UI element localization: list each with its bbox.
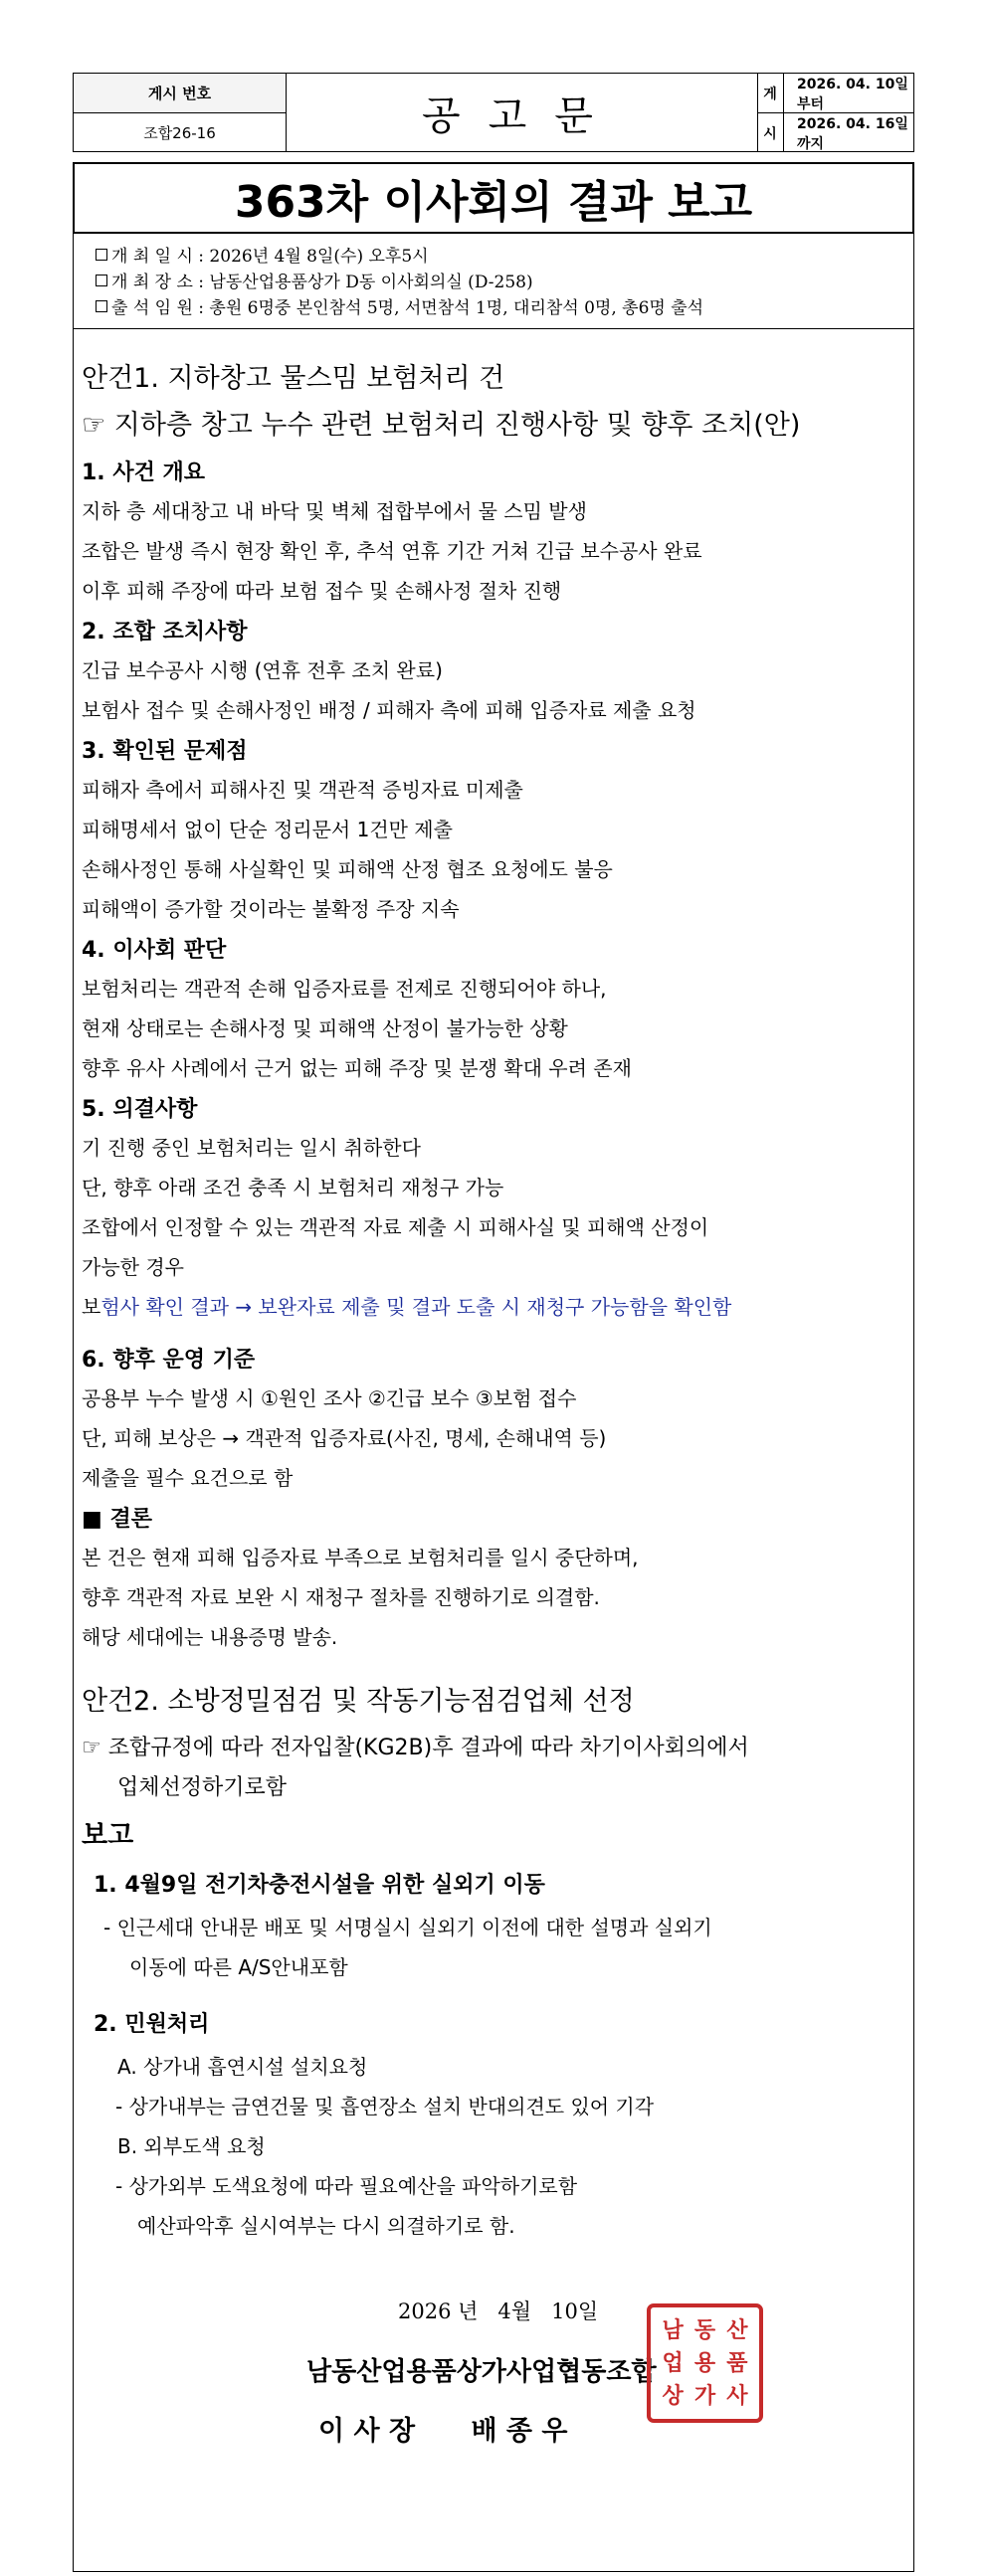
meeting-date: 개 최 일 시 : 2026년 4월 8일(수) 오후5시	[111, 247, 429, 267]
period-label: 시	[763, 125, 777, 142]
seal-glyph: 가	[693, 2383, 716, 2410]
agenda1-section3-line: 피해자 측에서 피해사진 및 객관적 증빙자료 미제출	[82, 778, 523, 802]
note-text: 험사 확인 결과 → 보완자료 제출 및 결과 도출 시 재청구 가능함을 확인함	[100, 1295, 732, 1319]
report1-line: 이동에 따른 A/S안내포함	[129, 1955, 348, 1979]
footer-organization: 남동산업용품상가사업협동조합	[306, 2357, 657, 2387]
agenda1-section3-line: 손해사정인 통해 사실확인 및 피해액 산정 협조 요청에도 불응	[82, 857, 613, 881]
agenda1-section5-title: 5. 의결사항	[82, 1097, 198, 1122]
checkbox-bullet-icon	[96, 300, 107, 312]
posting-label-cell	[757, 74, 784, 151]
agenda1-section2-line: 긴급 보수공사 시행 (연휴 전후 조치 완료)	[82, 658, 443, 682]
agenda2-heading: 안건2. 소방정밀점검 및 작동기능점검업체 선정	[82, 1686, 635, 1717]
report2-item-b-detail: - 상가외부 도색요청에 따라 필요예산을 파악하기로함	[115, 2174, 578, 2198]
agenda1-section5-line: 기 진행 중인 보험처리는 일시 취하한다	[82, 1136, 421, 1160]
footer-chairman: 이 사 장 배 종 우	[318, 2416, 568, 2447]
report2-item-b-detail: 예산파악후 실시여부는 다시 의결하기로 함.	[137, 2214, 515, 2238]
report2-item-a-detail: - 상가내부는 금연건물 및 흡연장소 설치 반대의견도 있어 기각	[115, 2095, 655, 2118]
agenda1-section4-line: 보험처리는 객관적 손해 입증자료를 전제로 진행되어야 하나,	[82, 977, 607, 1001]
official-seal	[647, 2303, 763, 2423]
posting-start-date: 2026. 04. 10일 부터	[783, 74, 913, 113]
agenda1-section3-line: 피해명세서 없이 단순 정리문서 1건만 제출	[82, 818, 453, 841]
agenda2-line: ☞ 조합규정에 따라 전자입찰(KG2B)후 결과에 따라 차기이사회의에서	[82, 1736, 749, 1760]
seal-glyph: 용	[693, 2349, 716, 2376]
posting-period-cell	[783, 74, 913, 151]
agenda1-section6-title: 6. 향후 운영 기준	[82, 1348, 256, 1373]
checkbox-bullet-icon	[96, 249, 107, 261]
agenda1-section2-line: 보험사 접수 및 손해사정인 배정 / 피해자 측에 피해 입증자료 제출 요청	[82, 698, 696, 722]
document-type: 공고문	[286, 74, 758, 151]
meeting-info	[73, 234, 914, 329]
report2-item-b: B. 외부도색 요청	[117, 2134, 266, 2158]
posting-end-date: 2026. 04. 16일 까지	[797, 115, 908, 152]
meeting-attendance: 출 석 임 원 : 총원 6명중 본인참석 5명, 서면참석 1명, 대리참석 0명, 총6명 출석	[111, 298, 704, 318]
meeting-place: 개 최 장 소 : 남동산업용품상가 D동 이사회의실 (D-258)	[111, 273, 533, 292]
conclusion-line: 본 건은 현재 피해 입증자료 부족으로 보험처리를 일시 중단하며,	[82, 1546, 639, 1569]
agenda1-section5-note	[82, 1291, 731, 1320]
meeting-attendance-row	[96, 295, 913, 321]
seal-glyph: 동	[693, 2316, 716, 2343]
seal-glyph: 사	[726, 2383, 748, 2410]
agenda1-section1-title: 1. 사건 개요	[82, 460, 205, 485]
report-heading: 보고	[82, 1820, 134, 1851]
seal-glyph: 상	[662, 2383, 684, 2410]
report2-title: 2. 민원처리	[94, 2012, 210, 2037]
agenda1-section5-line: 단, 향후 아래 조건 충족 시 보험처리 재청구 가능	[82, 1176, 504, 1199]
agenda1-section6-line: 제출을 필수 요건으로 함	[82, 1466, 294, 1490]
note-first-char: 보	[82, 1295, 101, 1319]
agenda1-section4-title: 4. 이사회 판단	[82, 938, 227, 963]
agenda2-line: 업체선정하기로함	[117, 1775, 288, 1800]
post-label: 게	[757, 74, 783, 113]
footer-date: 2026 년 4월 10일	[398, 2300, 599, 2323]
notice-number: 조합26-16	[143, 124, 216, 142]
agenda1-section2-title: 2. 조합 조치사항	[82, 620, 248, 644]
conclusion-line: 해당 세대에는 내용증명 발송.	[82, 1625, 338, 1649]
agenda1-section1-line: 지하 층 세대창고 내 바닥 및 벽체 접합부에서 물 스밈 발생	[82, 499, 587, 523]
seal-glyph: 남	[662, 2316, 684, 2343]
report1-title: 1. 4월9일 전기차충전시설을 위한 실외기 이동	[94, 1873, 545, 1898]
seal-glyph: 산	[726, 2316, 748, 2343]
agenda1-section6-line: 공용부 누수 발생 시 ①원인 조사 ②긴급 보수 ③보험 접수	[82, 1386, 577, 1410]
agenda1-section4-line: 현재 상태로는 손해사정 및 피해액 산정이 불가능한 상황	[82, 1016, 568, 1040]
report1-line: - 인근세대 안내문 배포 및 서명실시 실외기 이전에 대한 설명과 실외기	[103, 1916, 712, 1939]
page-title: 363차 이사회의 결과 보고	[73, 162, 914, 234]
agenda1-section3-title: 3. 확인된 문제점	[82, 739, 248, 764]
notice-header	[73, 73, 914, 152]
agenda1-section6-line: 단, 피해 보상은 → 객관적 입증자료(사진, 명세, 손해내역 등)	[82, 1426, 607, 1450]
notice-number-cell	[74, 74, 287, 151]
notice-number-label: 게시 번호	[74, 74, 286, 113]
agenda1-subheading: ☞ 지하층 창고 누수 관련 보험처리 진행사항 및 향후 조치(안)	[82, 410, 801, 441]
meeting-place-row	[96, 270, 913, 295]
agenda1-section1-line: 조합은 발생 즉시 현장 확인 후, 추석 연휴 기간 거쳐 긴급 보수공사 완료	[82, 539, 702, 563]
seal-glyph: 품	[726, 2349, 748, 2376]
seal-glyph: 업	[662, 2349, 684, 2376]
checkbox-bullet-icon	[96, 275, 107, 286]
conclusion-line: 향후 객관적 자료 보완 시 재청구 절차를 진행하기로 의결함.	[82, 1585, 600, 1609]
agenda1-section1-line: 이후 피해 주장에 따라 보험 접수 및 손해사정 절차 진행	[82, 579, 562, 603]
agenda1-section4-line: 향후 유사 사례에서 근거 없는 피해 주장 및 분쟁 확대 우려 존재	[82, 1056, 632, 1080]
agenda1-section5-line: 가능한 경우	[82, 1255, 184, 1279]
agenda1-section5-line: 조합에서 인정할 수 있는 객관적 자료 제출 시 피해사실 및 피해액 산정이	[82, 1215, 709, 1239]
conclusion-title: ■ 결론	[82, 1507, 152, 1532]
agenda1-section3-line: 피해액이 증가할 것이라는 불확정 주장 지속	[82, 897, 460, 921]
report2-item-a: A. 상가내 흡연시설 설치요청	[117, 2055, 368, 2079]
agenda1-heading: 안건1. 지하창고 물스밈 보험처리 건	[82, 363, 505, 394]
meeting-date-row	[96, 244, 913, 270]
